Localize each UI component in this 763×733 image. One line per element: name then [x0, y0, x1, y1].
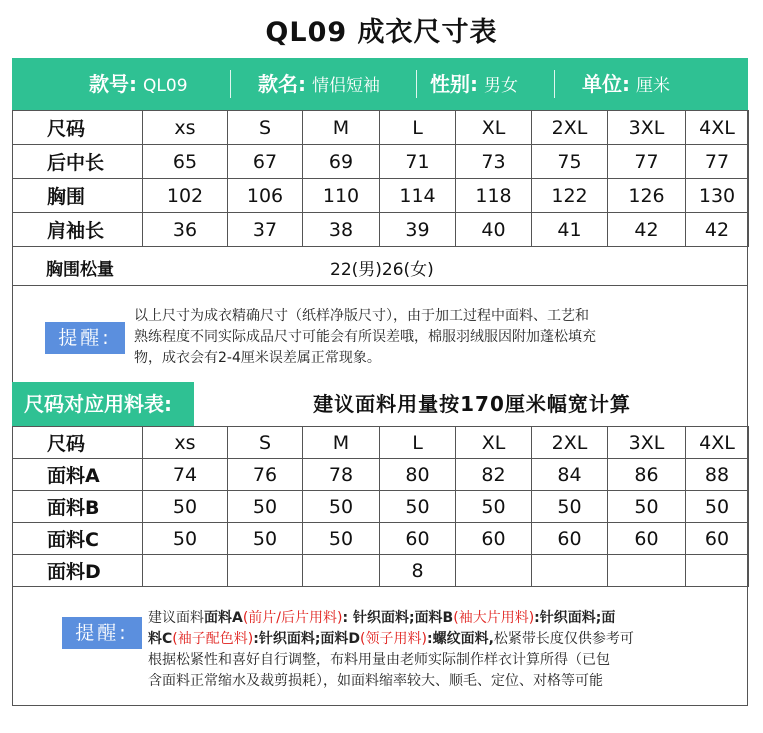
fabric-b-usage: (袖大片用料)	[453, 610, 535, 626]
table-cell: 42	[608, 213, 686, 247]
fabric-a-usage: (前片/后片用料)	[242, 610, 343, 626]
table-cell: 36	[143, 213, 228, 247]
style-number-key: 款号:	[89, 72, 137, 96]
style-info-bar	[12, 58, 748, 110]
unit-value: 厘米	[636, 76, 671, 96]
table-cell: 102	[143, 179, 228, 213]
header-cell: M	[303, 111, 380, 145]
table-cell: 78	[303, 459, 380, 491]
table-cell: 71	[380, 145, 456, 179]
table-row	[13, 459, 749, 491]
row-label: 后中长	[13, 145, 143, 179]
table-cell	[532, 555, 608, 587]
row-label: 面料D	[13, 555, 143, 587]
row-label: 面料B	[13, 491, 143, 523]
header-cell: M	[303, 427, 380, 459]
table-row	[13, 179, 749, 213]
fabric-b-label: 面料B	[414, 610, 454, 626]
fabric-table	[12, 426, 749, 587]
note-text: :针织面料;面	[534, 610, 616, 626]
table-cell: 110	[303, 179, 380, 213]
table-cell: 40	[456, 213, 532, 247]
table-cell: 60	[686, 523, 749, 555]
note-line: 以上尺寸为成衣精确尺寸（纸样净版尺寸），由于加工过程中面料、工艺和	[134, 308, 589, 324]
table-row	[13, 213, 749, 247]
header-cell: 2XL	[532, 427, 608, 459]
table-cell: 50	[228, 491, 303, 523]
reminder-badge: 提醒:	[45, 322, 125, 354]
table-cell: 65	[143, 145, 228, 179]
table-cell: 60	[608, 523, 686, 555]
table-cell: 118	[456, 179, 532, 213]
header-cell: XL	[456, 427, 532, 459]
header-cell: 3XL	[608, 111, 686, 145]
fabric-d-label: 面料D	[320, 631, 361, 647]
fabric-note	[148, 608, 744, 692]
header-cell: XL	[456, 111, 532, 145]
row-label: 肩袖长	[13, 213, 143, 247]
table-row	[13, 555, 749, 587]
page-title: QL09 成衣尺寸表	[265, 17, 498, 48]
table-cell: 50	[228, 523, 303, 555]
note-text: 建议面料	[148, 610, 204, 626]
table-cell: 106	[228, 179, 303, 213]
style-name-value: 情侣短袖	[312, 76, 381, 96]
table-cell: 8	[380, 555, 456, 587]
unit	[582, 58, 670, 110]
reminder-badge: 提醒:	[62, 617, 142, 649]
header-cell: xs	[143, 427, 228, 459]
table-cell: 88	[686, 459, 749, 491]
table-cell	[228, 555, 303, 587]
fabric-header-row	[13, 427, 749, 459]
header-cell: S	[228, 111, 303, 145]
chest-ease-row	[12, 246, 748, 286]
table-cell: 80	[380, 459, 456, 491]
size-note	[134, 306, 734, 369]
table-cell: 69	[303, 145, 380, 179]
table-cell: 67	[228, 145, 303, 179]
table-cell	[456, 555, 532, 587]
divider	[230, 70, 231, 98]
note-text: :针织面料;	[253, 631, 321, 647]
table-cell: 76	[228, 459, 303, 491]
row-label: 胸围	[13, 179, 143, 213]
style-name-key: 款名:	[258, 72, 306, 96]
size-table	[12, 110, 749, 247]
note-line: 根据松紧性和喜好自行调整，布料用量由老师实际制作样衣计算所得（已包	[148, 652, 610, 668]
table-cell: 84	[532, 459, 608, 491]
table-cell: 50	[143, 491, 228, 523]
fabric-d-usage: (领子用料)	[360, 631, 427, 647]
table-row	[13, 523, 749, 555]
note-line: 熟练程度不同实际成品尺寸可能会有所误差哦，棉服羽绒服因附加蓬松填充	[134, 329, 596, 345]
table-cell: 50	[686, 491, 749, 523]
header-cell: 4XL	[686, 111, 749, 145]
table-cell: 130	[686, 179, 749, 213]
table-cell: 60	[456, 523, 532, 555]
table-cell: 75	[532, 145, 608, 179]
table-cell: 60	[380, 523, 456, 555]
gender-key: 性别:	[430, 72, 478, 96]
table-cell: 73	[456, 145, 532, 179]
style-name	[258, 58, 380, 110]
header-cell: 3XL	[608, 427, 686, 459]
table-cell: 50	[380, 491, 456, 523]
table-cell: 50	[303, 491, 380, 523]
fabric-c-usage: (袖子配色料)	[172, 631, 254, 647]
table-cell: 77	[608, 145, 686, 179]
chest-ease-value: 22(男)26(女)	[330, 260, 434, 280]
note-line: 含面料正常缩水及裁剪损耗），如面料缩率较大、顺毛、定位、对格等可能	[148, 673, 603, 689]
table-row	[13, 491, 749, 523]
chest-ease-label: 胸围松量	[46, 260, 114, 280]
header-cell: S	[228, 427, 303, 459]
gender-value: 男女	[484, 76, 519, 96]
table-cell: 50	[456, 491, 532, 523]
fabric-section-title: 尺码对应用料表:	[12, 382, 194, 426]
row-label: 面料C	[13, 523, 143, 555]
table-cell	[303, 555, 380, 587]
divider	[416, 70, 417, 98]
note-text: 松紧带长度仅供参考可	[493, 631, 634, 647]
note-line	[148, 629, 744, 650]
header-cell: xs	[143, 111, 228, 145]
table-cell: 82	[456, 459, 532, 491]
table-cell: 42	[686, 213, 749, 247]
unit-key: 单位:	[582, 72, 630, 96]
table-cell	[143, 555, 228, 587]
note-text: :螺纹面料,	[426, 631, 494, 647]
table-row	[13, 145, 749, 179]
table-cell: 50	[532, 491, 608, 523]
header-cell: L	[380, 427, 456, 459]
table-cell: 50	[143, 523, 228, 555]
table-cell: 60	[532, 523, 608, 555]
header-cell: 2XL	[532, 111, 608, 145]
divider	[554, 70, 555, 98]
note-text: : 针织面料;	[342, 610, 415, 626]
size-header-row	[13, 111, 749, 145]
row-label: 面料A	[13, 459, 143, 491]
gender	[430, 58, 518, 110]
table-cell: 86	[608, 459, 686, 491]
fabric-a-label: 面料A	[204, 610, 243, 626]
table-cell: 50	[608, 491, 686, 523]
table-cell: 38	[303, 213, 380, 247]
table-cell: 77	[686, 145, 749, 179]
header-cell: 尺码	[13, 427, 143, 459]
table-cell: 50	[303, 523, 380, 555]
style-number-value: QL09	[143, 76, 188, 96]
table-cell: 39	[380, 213, 456, 247]
note-line	[148, 608, 744, 629]
header-cell: 尺码	[13, 111, 143, 145]
table-cell	[686, 555, 749, 587]
header-cell: L	[380, 111, 456, 145]
table-cell: 126	[608, 179, 686, 213]
table-cell: 41	[532, 213, 608, 247]
note-line: 物，成衣会有2-4厘米误差属正常现象。	[134, 350, 381, 366]
fabric-width-note: 建议面料用量按170厘米幅宽计算	[313, 392, 631, 416]
header-cell: 4XL	[686, 427, 749, 459]
table-cell: 114	[380, 179, 456, 213]
table-cell: 37	[228, 213, 303, 247]
table-cell	[608, 555, 686, 587]
fabric-c-label: 料C	[148, 631, 173, 647]
style-number	[89, 58, 188, 110]
table-cell: 74	[143, 459, 228, 491]
table-cell: 122	[532, 179, 608, 213]
